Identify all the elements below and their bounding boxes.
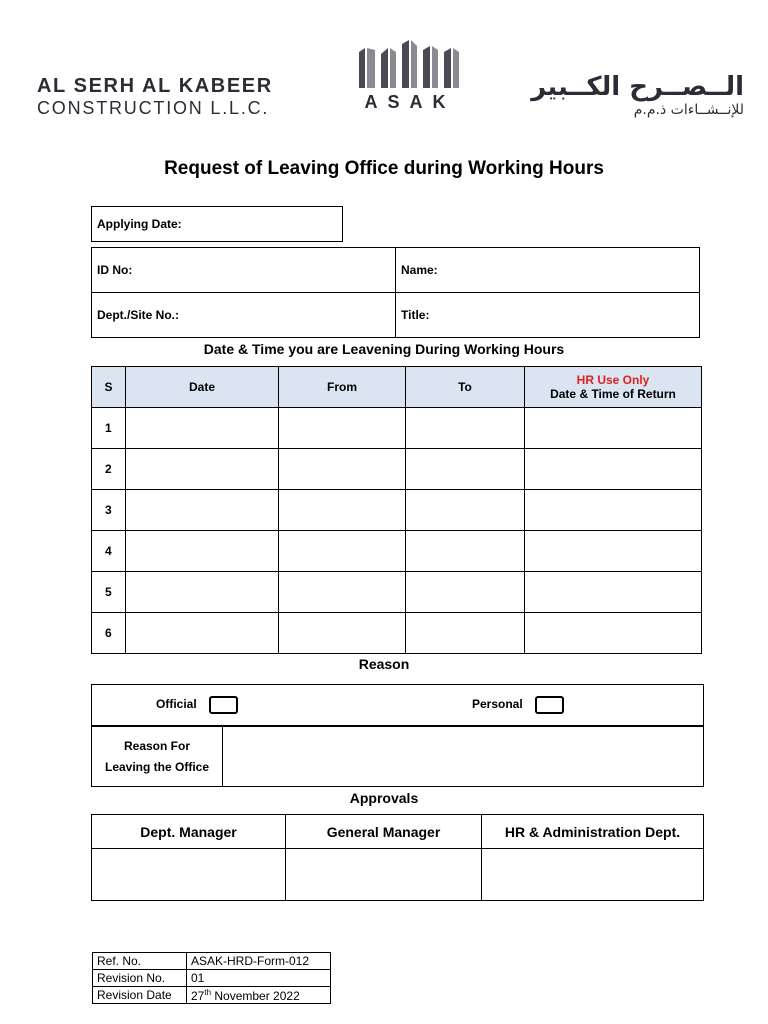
approval-dept-manager-header: Dept. Manager xyxy=(92,815,286,849)
company-name-line1: AL SERH AL KABEER xyxy=(37,75,273,97)
col-from: From xyxy=(279,367,406,408)
from-cell[interactable] xyxy=(279,490,406,531)
table-row xyxy=(92,490,702,531)
official-option[interactable] xyxy=(156,696,238,714)
date-cell[interactable] xyxy=(126,490,279,531)
personal-label: Personal xyxy=(472,697,523,712)
return-cell[interactable] xyxy=(525,613,702,654)
reason-heading: Reason xyxy=(358,656,410,672)
date-cell[interactable] xyxy=(126,613,279,654)
return-cell[interactable] xyxy=(525,449,702,490)
from-cell[interactable] xyxy=(279,613,406,654)
row-number: 2 xyxy=(92,449,126,490)
to-cell[interactable] xyxy=(406,490,525,531)
from-cell[interactable] xyxy=(279,408,406,449)
name-field[interactable]: Name: xyxy=(396,248,700,293)
job-title-field[interactable]: Title: xyxy=(396,293,700,338)
company-name-arabic-line2: للإنــشــاءات ذ.م.م xyxy=(633,102,744,118)
personal-option[interactable] xyxy=(472,696,564,714)
return-cell[interactable] xyxy=(525,490,702,531)
ref-value: ASAK-HRD-Form-012 xyxy=(187,953,331,970)
reason-text-field[interactable] xyxy=(223,726,704,787)
row-number: 3 xyxy=(92,490,126,531)
datetime-header-row xyxy=(92,367,702,408)
applying-date-field[interactable]: Applying Date: xyxy=(92,207,343,242)
row-number: 6 xyxy=(92,613,126,654)
company-logo xyxy=(355,40,465,112)
row-number: 1 xyxy=(92,408,126,449)
revision-date-rest: November 2022 xyxy=(211,988,300,1003)
to-cell[interactable] xyxy=(406,613,525,654)
approval-general-manager-header: General Manager xyxy=(286,815,482,849)
approvals-heading: Approvals xyxy=(349,790,419,806)
logo-text: ASAK xyxy=(364,92,456,112)
general-manager-signature-field[interactable] xyxy=(286,849,482,901)
datetime-heading: Date & Time you are Leavening During Working Hours xyxy=(203,341,565,357)
col-to: To xyxy=(406,367,525,408)
return-cell[interactable] xyxy=(525,531,702,572)
company-name-english xyxy=(37,76,273,117)
hr-use-only-note: HR Use Only xyxy=(576,373,650,387)
company-name-arabic xyxy=(531,74,744,117)
from-cell[interactable] xyxy=(279,572,406,613)
table-row xyxy=(92,449,702,490)
applicant-info-table xyxy=(91,247,700,338)
from-cell[interactable] xyxy=(279,449,406,490)
table-row xyxy=(92,613,702,654)
revision-value: 01 xyxy=(187,970,331,987)
revision-date-day: 27 xyxy=(191,988,205,1003)
reason-label xyxy=(92,726,223,787)
approval-hr-admin-header: HR & Administration Dept. xyxy=(482,815,704,849)
date-cell[interactable] xyxy=(126,449,279,490)
approvals-table xyxy=(91,814,704,901)
table-row xyxy=(92,531,702,572)
reason-label-line1: Reason For xyxy=(123,738,190,753)
date-cell[interactable] xyxy=(126,531,279,572)
personal-checkbox[interactable] xyxy=(535,696,564,714)
document-control-table xyxy=(92,952,331,1004)
table-row xyxy=(92,572,702,613)
col-return xyxy=(525,367,702,408)
official-checkbox[interactable] xyxy=(209,696,238,714)
revision-label: Revision No. xyxy=(93,970,187,987)
from-cell[interactable] xyxy=(279,531,406,572)
id-number-field[interactable]: ID No: xyxy=(92,248,396,293)
hr-admin-signature-field[interactable] xyxy=(482,849,704,901)
table-row xyxy=(92,408,702,449)
datetime-table xyxy=(91,366,702,654)
ref-label: Ref. No. xyxy=(93,953,187,970)
form-title: Request of Leaving Office during Working Hours xyxy=(164,158,604,179)
revision-date-suffix: th xyxy=(204,987,212,997)
return-cell[interactable] xyxy=(525,572,702,613)
company-name-line2: CONSTRUCTION L.L.C. xyxy=(37,98,270,118)
row-number: 4 xyxy=(92,531,126,572)
row-number: 5 xyxy=(92,572,126,613)
applying-date-table xyxy=(91,206,343,242)
dept-manager-signature-field[interactable] xyxy=(92,849,286,901)
to-cell[interactable] xyxy=(406,408,525,449)
reason-type-row xyxy=(92,685,704,727)
return-label: Date & Time of Return xyxy=(550,387,676,401)
date-cell[interactable] xyxy=(126,572,279,613)
official-label: Official xyxy=(156,697,197,712)
col-date: Date xyxy=(126,367,279,408)
reason-table xyxy=(91,684,704,787)
col-serial: S xyxy=(92,367,126,408)
revision-date-label: Revision Date xyxy=(93,987,187,1004)
to-cell[interactable] xyxy=(406,449,525,490)
to-cell[interactable] xyxy=(406,572,525,613)
date-cell[interactable] xyxy=(126,408,279,449)
return-cell[interactable] xyxy=(525,408,702,449)
dept-site-field[interactable]: Dept./Site No.: xyxy=(92,293,396,338)
to-cell[interactable] xyxy=(406,531,525,572)
reason-label-line2: Leaving the Office xyxy=(104,759,210,774)
company-name-arabic-line1: الــصــرح الكــبير xyxy=(531,72,744,102)
revision-date-value xyxy=(187,987,331,1004)
